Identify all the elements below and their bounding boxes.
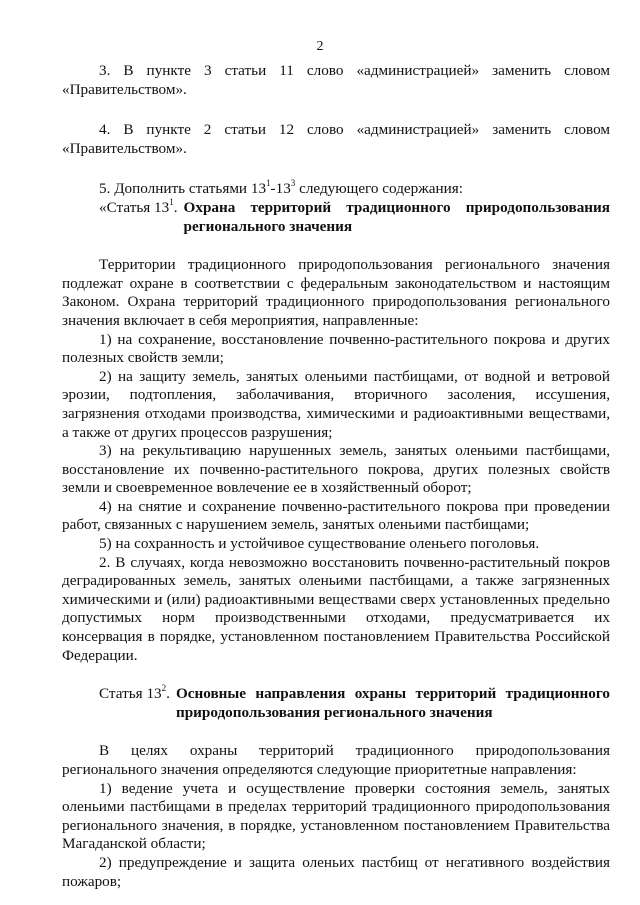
amendment-item-3: 3. В пункте 3 статьи 11 слово «администрацией» заменить словом «Правительством». <box>62 62 610 98</box>
article-13-2-paragraph: 1) ведение учета и осуществление проверки состояния земель, занятых оленьими пастбищами в пределах территорий традиционного природопользования регионального значения, в порядке, установленном постановлением Правительства Магаданской области; <box>62 779 610 853</box>
item5-text-before: 5. Дополнить статьями 13 <box>99 180 267 198</box>
article-13-2-paragraph: В целях охраны территорий традиционного природопользования регионального значения определяются следующие приоритетные направления: <box>62 742 610 778</box>
article-13-2-heading <box>99 685 610 722</box>
article-13-1-paragraph: 1) на сохранение, восстановление почвенно-растительного покрова и других полезных свойств земли; <box>62 330 610 367</box>
page-number: 2 <box>316 39 324 54</box>
article-13-2-title: Основные направления охраны территорий традиционного природопользования регионального значения <box>175 685 610 721</box>
article-13-1-paragraph: 2. В случаях, когда невозможно восстановить почвенно-растительный покров деградированных земель, занятых оленьими пастбищами, а также загрязненных химическими и (или) радиоактивными веществами сверх установленных предельно допустимых норм производственными отходами, предусматривается их консервация в порядке, установленном постановлением Правительства Российской Федерации. <box>62 553 610 664</box>
article-13-1-title: Охрана территорий традиционного природопользования регионального значения <box>183 198 610 235</box>
amendment-item-5 <box>62 180 610 199</box>
article-13-1-paragraph: 2) на защиту земель, занятых оленьими пастбищами, от водной и ветровой эрозии, подтопления, заболачивания, вторичного засоления, иссушения, загрязнения отходами производства, химическими и радиоактивными веществами, а также от других процессов разрушения; <box>62 367 610 441</box>
article-13-1-label: «Статья $13^1$. <box>99 196 178 216</box>
article-13-1-heading <box>99 196 610 236</box>
article-13-2-label: Статья $13^2$. <box>99 683 170 703</box>
document-body <box>62 62 610 891</box>
item5-sup-1: 1 <box>266 178 271 189</box>
item5-sup-2: 3 <box>290 178 296 189</box>
article-13-1-paragraph: 5) на сохранность и устойчивое существование оленьего поголовья. <box>99 535 540 553</box>
article-13-1-paragraph: 4) на снятие и сохранение почвенно-растительного покрова при проведении работ, связанных с нарушением земель, занятых оленьими пастбищами; <box>62 497 610 534</box>
amendment-item-4: 4. В пункте 2 статьи 12 слово «администрацией» заменить словом «Правительством». <box>62 121 610 157</box>
item5-text-middle: -13 <box>270 180 291 198</box>
article-13-2-paragraph: 2) предупреждение и защита оленьих пастбищ от негативного воздействия пожаров; <box>62 853 610 890</box>
article-13-1-paragraph: Территории традиционного природопользования регионального значения подлежат охране в соответствии с федеральным законодательством и настоящим Законом. Охрана территорий традиционного природопользования регионального значения включает в себя мероприятия, направленные: <box>62 256 610 329</box>
article-13-1-paragraph: 3) на рекультивацию нарушенных земель, занятых оленьими пастбищами, восстановление их почвенно-растительного покрова, других полезных свойств земли и своевременное вовлечение ее в хозяйственный оборот; <box>62 442 610 497</box>
item5-text-after: следующего содержания: <box>295 180 463 198</box>
